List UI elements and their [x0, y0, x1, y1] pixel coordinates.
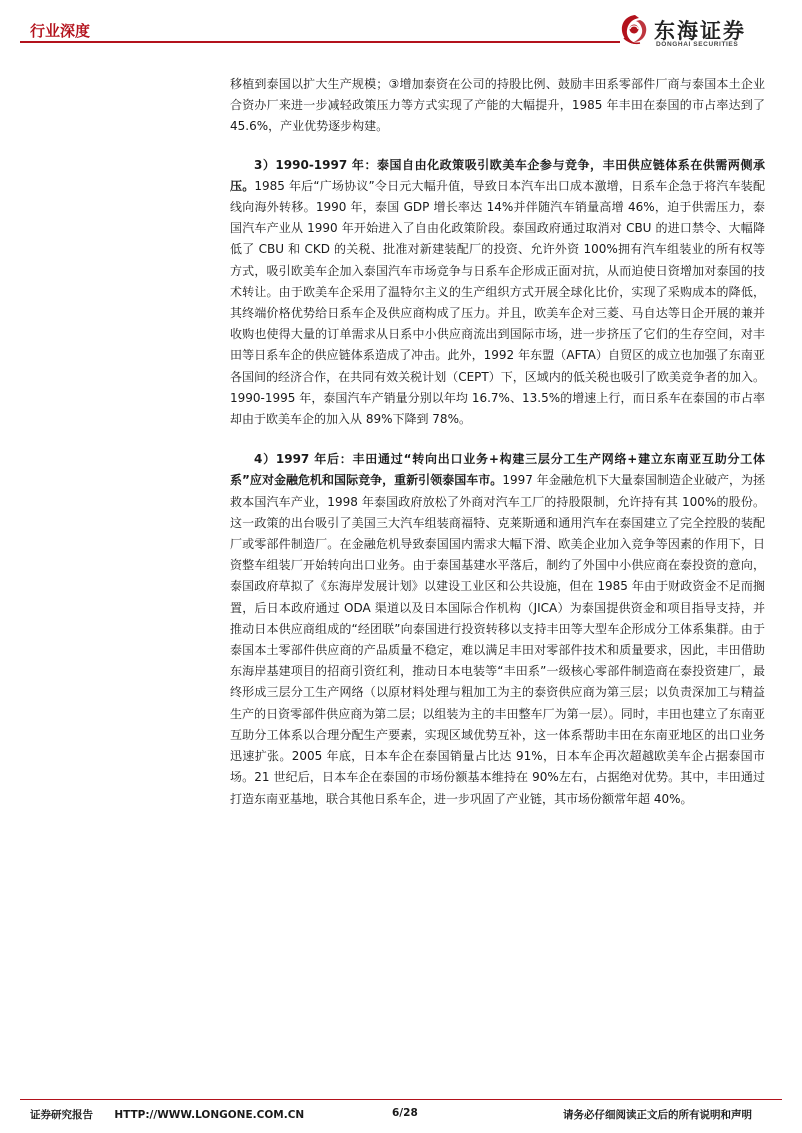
footer-disclaimer: 请务必仔细阅读正文后的所有说明和声明	[563, 1109, 752, 1121]
report-type-label: 证券研究报告	[30, 1109, 93, 1121]
paragraph-heading-after-1997: 4）1997 年后：丰田通过“转向出口业务+构建三层分工生产网络+建立东南亚互助分工体系”应对金融危机和国际竞争，重新引领泰国车市。	[230, 452, 765, 488]
footer-divider	[20, 1099, 782, 1100]
paragraph-after-1997	[230, 449, 765, 809]
paragraph-1990-1997	[230, 155, 765, 431]
website-link[interactable]: HTTP://WWW.LONGONE.COM.CN	[114, 1109, 305, 1121]
paragraph-continuation: 移植到泰国以扩大生产规模；③增加泰资在公司的持股比例、鼓励丰田系零部件厂商与泰国本土企业合资办厂来进一步减轻政策压力等方式实现了产能的大幅提升，1985 年丰田在泰国的市占率达到了 45.6%，产业优势逐步构建。	[230, 77, 765, 134]
logo-name: 东海证券	[654, 19, 746, 43]
main-content	[230, 74, 765, 810]
company-logo	[616, 12, 786, 48]
paragraph-heading-1990-1997: 3）1990-1997 年：泰国自由化政策吸引欧美车企参与竞争，丰田供应链体系在供需两侧承压。	[230, 157, 765, 193]
section-tag: 行业深度	[30, 22, 91, 40]
logo-english-name: DONGHAI SECURITIES	[656, 41, 739, 48]
paragraph-text-1990-1997: 1985 年后“广场协议”令日元大幅升值，导致日本汽车出口成本激增，日系车企急于将汽车装配线向海外转移。1990 年，泰国 GDP 增长率达 14%并伴随汽车销量高增 46%，迫于供需压力，泰国汽车产业从 1990 年开始进入了自由化政策阶段。泰国政府通过取消对 CBU 的进口禁令、大幅降低了 CBU 和 CKD 的关税、批准对新建装配厂的投资、允许外资 100%拥有汽车组装业的所有权等方式，吸引欧美车企加入泰国汽车市场竞争与日系车企形成正面对抗，从而迫使日资增加对泰国的技术转让。由于欧美车企采用了温特尔主义的生产组织方式开展全球化比价，实现了采购成本的降低，其终端价格优势给日系车企及供应商构成了压力。并且，欧美车企对三菱、马自达等日企开展的兼并收购也使得大量的订单需求从日系中小供应商流出到国际市场，进一步挤压了它们的生存空间，对丰田等日系车企的供应链体系造成了冲击。此外，1992 年东盟（AFTA）自贸区的成立也加强了东南亚各国间的经济合作，在共同有效关税计划（CEPT）下，区域内的低关税也吸引了欧美竞争者的加入。1990-1995 年，泰国汽车产销量分别以年均 16.7%、13.5%的增速上行，而日系车在泰国的市占率却由于欧美车企的加入从 89%下降到 78%。	[230, 178, 765, 427]
page-header	[0, 0, 802, 60]
paragraph-text-after-1997: 1997 年金融危机下大量泰国制造企业破产，为拯救本国汽车产业，1998 年泰国政府放松了外商对汽车工厂的持股限制，允许持有其 100%的股份。这一政策的出台吸引了美国三大汽车组装商福特、克莱斯通和通用汽车在泰国建立了完全控股的装配厂或零部件制造厂。在金融危机导致泰国国内需求大幅下滑、欧美企业加入竞争等因素的作用下，日资整车组装厂开始转向出口业务。由于泰国基建水平落后，制约了外国中小供应商在泰投资的意向，泰国政府草拟了《东海岸发展计划》以建设工业区和公共设施，但在 1985 年由于财政资金不足而搁置，后日本政府通过 ODA 渠道以及日本国际合作机构（JICA）为泰国提供资金和项目指导支持，并推动日本供应商组成的“经团联”向泰国进行投资转移以支持丰田等大型车企形成分工体系集群。由于泰国本土零部件供应商的产品质量不稳定，难以满足丰田对零部件技术和质量要求，因此，丰田借助东海岸基建项目的招商引资红利，推动日本电装等“丰田系”一级核心零部件制造商在泰投资建厂，最终形成三层分工生产网络（以原材料处理与粗加工为主的泰资供应商为第三层；以负责深加工与精益生产的日资零部件供应商为第二层；以组装为主的丰田整车厂为第一层）。同时，丰田也建立了东南亚互助分工体系以合理分配生产要素，实现区域优势互补，这一体系帮助丰田在东南亚地区的出口业务迅速扩张。2005 年底，日本车企在泰国销量占比达 91%，日本车企再次超越欧美车企占据泰国市场。21 世纪后，日本车企在泰国的市场份额基本维持在 90%左右，占据绝对优势。其中，丰田通过打造东南亚基地，联合其他日系车企，进一步巩固了产业链，其市场份额常年超 40%。	[230, 473, 766, 806]
header-divider	[20, 41, 620, 43]
footer-left	[30, 1107, 304, 1122]
page-number: 6/28	[392, 1107, 418, 1119]
logo-emblem-icon	[616, 12, 654, 48]
